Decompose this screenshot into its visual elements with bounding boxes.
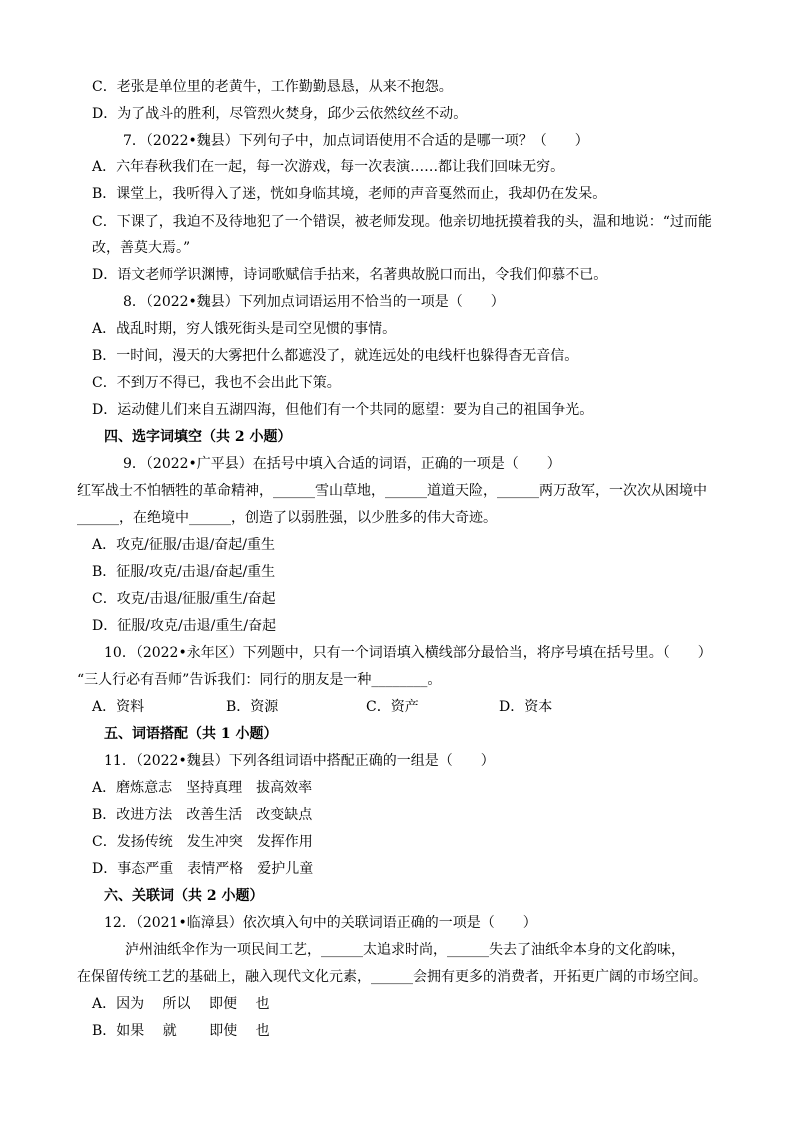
q7-option-a: A．六年春秋我们在一起，每一次游戏，每一次表演……都让我们回味无穷。 (92, 159, 565, 175)
q12-option-b: B．如果 就 即使 也 (92, 1023, 270, 1039)
q8-option-b: B．一时间，漫天的大雾把什么都遮没了，就连远处的电线杆也躲得杳无音信。 (92, 348, 579, 364)
q8-option-a: A．战乱时期，穷人饿死街头是司空见惯的事情。 (92, 321, 397, 337)
question-11: 11．（2022•魏县）下列各组词语中搭配正确的一组是（ ） (104, 753, 495, 769)
q9-passage-line-2: ______，在绝境中______，创造了以弱胜强，以少胜多的伟大奇迹。 (77, 510, 497, 526)
q6-option-d: D．为了战斗的胜利，尽管烈火焚身，邱少云依然纹丝不动。 (92, 106, 468, 122)
section-6-heading: 六、关联词（共 2 小题） (104, 888, 264, 904)
question-7: 7．（2022•魏县）下列句子中，加点词语使用不合适的是哪一项？（ ） (123, 133, 589, 149)
q11-option-d: D．事态严重 表情严格 爱护儿童 (92, 861, 314, 877)
q7-option-b: B．课堂上，我听得入了迷，恍如身临其境，老师的声音戛然而止，我却仍在发呆。 (92, 186, 607, 202)
question-8: 8．（2022•魏县）下列加点词语运用不恰当的一项是（ ） (123, 294, 505, 310)
q9-option-b: B．征服/攻克/击退/奋起/重生 (92, 564, 276, 580)
q12-passage-line-2: 在保留传统工艺的基础上，融入现代文化元素，______会拥有更多的消费者，开拓更广阔的市场空间。 (77, 969, 707, 985)
q10-option-a: A．资料 (92, 699, 145, 715)
q7-option-c-cont: 改，善莫大焉。” (92, 240, 191, 256)
q12-option-a: A．因为 所以 即便 也 (92, 996, 270, 1012)
section-5-heading: 五、词语搭配（共 1 小题） (104, 726, 278, 742)
q11-option-c: C．发扬传统 发生冲突 发挥作用 (92, 834, 313, 850)
q10-option-b: B．资源 (226, 699, 279, 715)
q6-option-c: C．老张是单位里的老黄牛，工作勤勤恳恳，从来不抱怨。 (92, 79, 453, 95)
question-10: 10．（2022•永年区）下列题中，只有一个词语填入横线部分最恰当，将序号填在括号里。（ ） (104, 645, 712, 661)
question-9: 9．（2022•广平县）在括号中填入合适的词语，正确的一项是（ ） (123, 456, 561, 472)
q9-option-a: A．攻克/征服/击退/奋起/重生 (92, 537, 275, 553)
q10-option-d: D．资本 (499, 699, 553, 715)
q11-option-a: A．磨炼意志 坚持真理 拔高效率 (92, 780, 313, 796)
q7-option-d: D．语文老师学识渊博，诗词歌赋信手拈来，名著典故脱口而出，令我们仰慕不已。 (92, 267, 608, 283)
q11-option-b: B．改进方法 改善生活 改变缺点 (92, 807, 313, 823)
q10-option-c: C．资产 (366, 699, 419, 715)
q9-option-d: D．征服/攻克/击退/重生/奋起 (92, 618, 277, 634)
q8-option-c: C．不到万不得已，我也不会出此下策。 (92, 375, 341, 391)
section-4-heading: 四、选字词填空（共 2 小题） (104, 429, 292, 445)
q9-option-c: C．攻克/击退/征服/重生/奋起 (92, 591, 276, 607)
q8-option-d: D．运动健儿们来自五湖四海，但他们有一个共同的愿望：要为自己的祖国争光。 (92, 402, 594, 418)
q7-option-c: C．下课了，我迫不及待地犯了一个错误，被老师发现。他亲切地抚摸着我的头，温和地说：“过而能 (92, 214, 712, 230)
q10-passage: “三人行必有吾师”告诉我们：同行的朋友是一种________。 (77, 672, 442, 688)
q12-passage-line-1: 泸州油纸伞作为一项民间工艺，______太追求时尚，______失去了油纸伞本身的文化韵味， (125, 942, 685, 958)
question-12: 12．（2021•临漳县）依次填入句中的关联词语正确的一项是（ ） (104, 915, 537, 931)
q9-passage-line-1: 红军战士不怕牺牲的革命精神，______雪山草地，______道道天险，______两万敌军，一次次从困境中 (77, 483, 707, 499)
